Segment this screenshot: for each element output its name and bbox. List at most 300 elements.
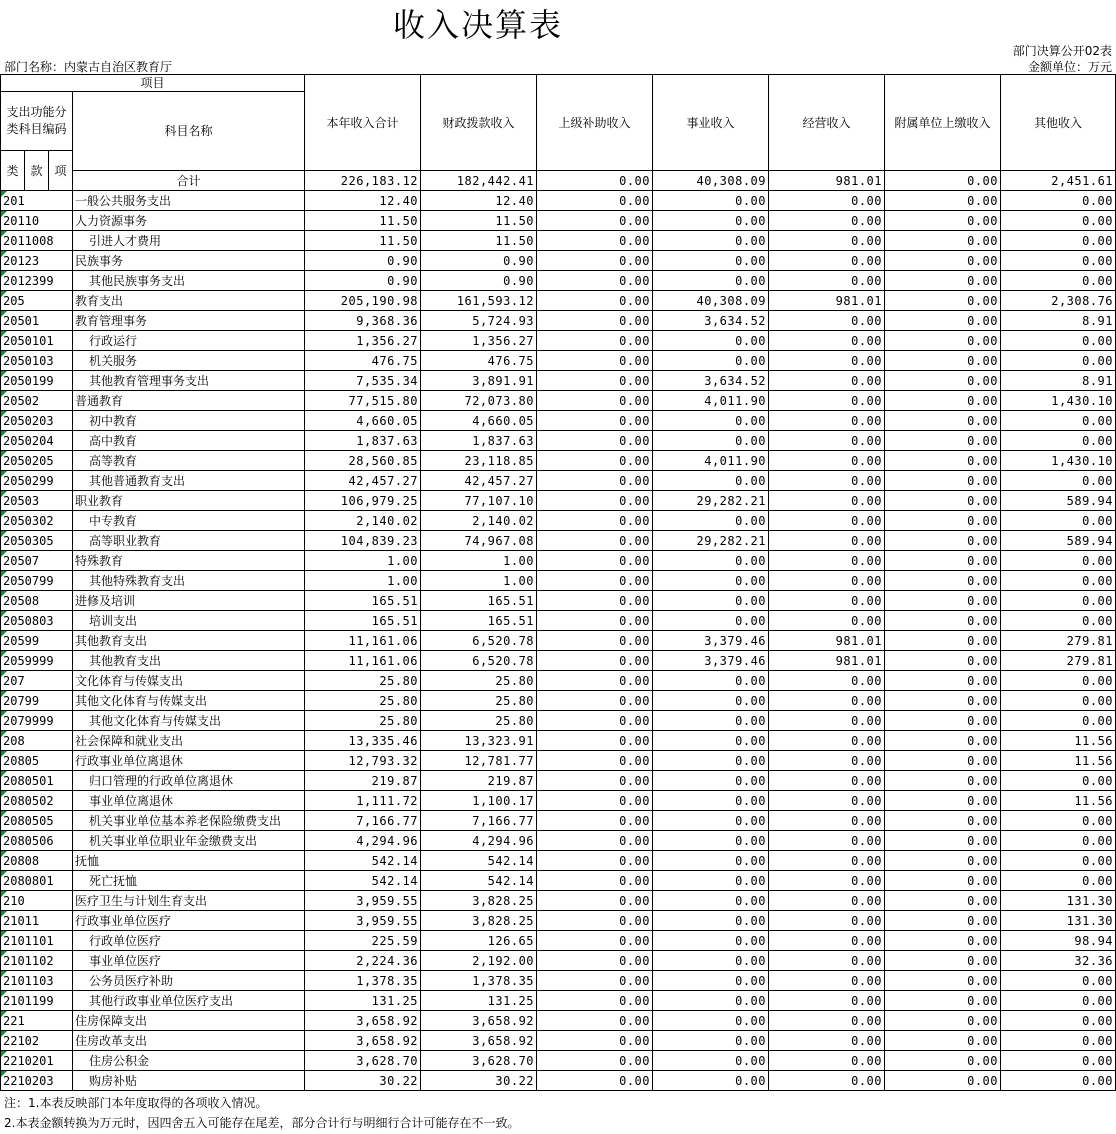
subject-name: 文化体育与传媒支出 [73,671,305,691]
amount-cell-col-4: 0.00 [653,831,769,851]
subject-code: 2080801 [1,871,73,891]
subject-name: 普通教育 [73,391,305,411]
subject-name: 机关事业单位基本养老保险缴费支出 [73,811,305,831]
amount-cell-col-1: 77,515.80 [305,391,421,411]
amount-cell-col-1: 225.59 [305,931,421,951]
amount-cell-col-7: 0.00 [1001,1031,1116,1051]
table-row [1,1071,1116,1091]
subject-name: 购房补贴 [73,1071,305,1091]
subject-code: 20799 [1,691,73,711]
table-row [1,351,1116,371]
amount-cell-col-5: 0.00 [769,451,885,471]
amount-cell-col-7: 0.00 [1001,191,1116,211]
subject-code: 20808 [1,851,73,871]
amount-cell-col-3: 0.00 [537,351,653,371]
header-row-1 [1,75,1116,92]
amount-cell-col-1: 11.50 [305,231,421,251]
amount-cell-col-5: 0.00 [769,511,885,531]
amount-cell-col-7: 0.00 [1001,1051,1116,1071]
total-value-1: 226,183.12 [305,171,421,191]
amount-cell-col-7: 0.00 [1001,991,1116,1011]
amount-cell-col-2: 0.90 [421,251,537,271]
table-row [1,931,1116,951]
amount-cell-col-4: 0.00 [653,571,769,591]
subject-name: 其他教育支出 [73,651,305,671]
subject-code: 2050299 [1,471,73,491]
amount-cell-col-3: 0.00 [537,391,653,411]
amount-cell-col-5: 0.00 [769,871,885,891]
amount-cell-col-3: 0.00 [537,871,653,891]
code-group-header: 支出功能分类科目编码 [1,92,73,151]
amount-cell-col-4: 0.00 [653,271,769,291]
subject-code: 20123 [1,251,73,271]
amount-cell-col-7: 589.94 [1001,491,1116,511]
amount-cell-col-5: 0.00 [769,231,885,251]
amount-cell-col-6: 0.00 [885,391,1001,411]
amount-cell-col-6: 0.00 [885,631,1001,651]
amount-cell-col-1: 42,457.27 [305,471,421,491]
subject-code: 2080502 [1,791,73,811]
amount-cell-col-6: 0.00 [885,931,1001,951]
amount-cell-col-5: 981.01 [769,651,885,671]
subject-name: 一般公共服务支出 [73,191,305,211]
amount-cell-col-5: 0.00 [769,1071,885,1091]
amount-cell-col-3: 0.00 [537,331,653,351]
amount-cell-col-5: 0.00 [769,1031,885,1051]
amount-cell-col-3: 0.00 [537,631,653,651]
amount-cell-col-6: 0.00 [885,831,1001,851]
amount-cell-col-6: 0.00 [885,371,1001,391]
subject-name: 民族事务 [73,251,305,271]
amount-cell-col-4: 0.00 [653,431,769,451]
table-row [1,771,1116,791]
amount-cell-col-4: 0.00 [653,791,769,811]
amount-cell-col-4: 3,634.52 [653,311,769,331]
subject-code: 2059999 [1,651,73,671]
subject-name: 高等教育 [73,451,305,471]
table-row [1,851,1116,871]
amount-cell-col-3: 0.00 [537,1031,653,1051]
table-row [1,1031,1116,1051]
amount-cell-col-3: 0.00 [537,731,653,751]
amount-cell-col-5: 0.00 [769,811,885,831]
amount-cell-col-6: 0.00 [885,851,1001,871]
amount-cell-col-2: 2,192.00 [421,951,537,971]
amount-cell-col-5: 0.00 [769,891,885,911]
amount-cell-col-5: 0.00 [769,591,885,611]
amount-cell-col-7: 0.00 [1001,411,1116,431]
amount-cell-col-7: 0.00 [1001,471,1116,491]
amount-cell-col-3: 0.00 [537,491,653,511]
table-row [1,991,1116,1011]
amount-cell-col-1: 106,979.25 [305,491,421,511]
amount-cell-col-1: 11,161.06 [305,631,421,651]
subject-code: 2080505 [1,811,73,831]
amount-cell-col-2: 3,658.92 [421,1011,537,1031]
subject-name: 其他文化体育与传媒支出 [73,711,305,731]
amount-cell-col-5: 0.00 [769,911,885,931]
amount-cell-col-4: 0.00 [653,251,769,271]
amount-cell-col-1: 0.90 [305,251,421,271]
amount-cell-col-1: 1,837.63 [305,431,421,451]
amount-cell-col-3: 0.00 [537,291,653,311]
subject-name: 特殊教育 [73,551,305,571]
subject-code: 2012399 [1,271,73,291]
amount-cell-col-3: 0.00 [537,191,653,211]
amount-cell-col-4: 0.00 [653,471,769,491]
amount-cell-col-6: 0.00 [885,571,1001,591]
table-row [1,391,1116,411]
amount-cell-col-6: 0.00 [885,291,1001,311]
table-row [1,971,1116,991]
amount-cell-col-6: 0.00 [885,671,1001,691]
amount-cell-col-6: 0.00 [885,991,1001,1011]
table-row [1,1011,1116,1031]
amount-cell-col-1: 3,658.92 [305,1011,421,1031]
subject-code: 2101101 [1,931,73,951]
subject-name: 其他普通教育支出 [73,471,305,491]
amount-cell-col-6: 0.00 [885,311,1001,331]
amount-cell-col-2: 1,378.35 [421,971,537,991]
amount-cell-col-4: 40,308.09 [653,291,769,311]
amount-cell-col-4: 0.00 [653,951,769,971]
amount-cell-col-7: 32.36 [1001,951,1116,971]
amount-cell-col-7: 0.00 [1001,691,1116,711]
subject-code: 205 [1,291,73,311]
table-code: 部门决算公开02表 [1012,44,1112,58]
amount-cell-col-7: 0.00 [1001,331,1116,351]
amount-cell-col-5: 0.00 [769,971,885,991]
amount-cell-col-4: 3,379.46 [653,631,769,651]
amount-cell-col-3: 0.00 [537,431,653,451]
amount-cell-col-7: 8.91 [1001,311,1116,331]
col-header-5: 经营收入 [769,75,885,171]
amount-cell-col-5: 0.00 [769,711,885,731]
amount-cell-col-2: 42,457.27 [421,471,537,491]
table-row [1,231,1116,251]
subject-name: 初中教育 [73,411,305,431]
amount-cell-col-3: 0.00 [537,271,653,291]
table-row [1,871,1116,891]
subject-name: 死亡抚恤 [73,871,305,891]
amount-cell-col-4: 29,282.21 [653,491,769,511]
amount-cell-col-6: 0.00 [885,231,1001,251]
amount-cell-col-4: 0.00 [653,591,769,611]
amount-cell-col-1: 7,166.77 [305,811,421,831]
note-2: 2.本表金额转换为万元时，因四舍五入可能存在尾差，部分合计行与明细行合计可能存在不一致。 [4,1116,520,1130]
amount-cell-col-7: 0.00 [1001,831,1116,851]
subject-name: 其他民族事务支出 [73,271,305,291]
amount-cell-col-7: 0.00 [1001,351,1116,371]
amount-cell-col-4: 0.00 [653,871,769,891]
amount-cell-col-6: 0.00 [885,531,1001,551]
xiang-header: 项 [49,151,73,191]
table-row [1,471,1116,491]
amount-cell-col-1: 2,140.02 [305,511,421,531]
subject-code: 208 [1,731,73,751]
amount-cell-col-3: 0.00 [537,691,653,711]
amount-cell-col-7: 11.56 [1001,791,1116,811]
amount-cell-col-3: 0.00 [537,771,653,791]
amount-cell-col-1: 7,535.34 [305,371,421,391]
amount-cell-col-7: 0.00 [1001,971,1116,991]
subject-name: 住房改革支出 [73,1031,305,1051]
amount-cell-col-4: 0.00 [653,771,769,791]
amount-cell-col-1: 1.00 [305,571,421,591]
subject-name: 事业单位医疗 [73,951,305,971]
amount-cell-col-5: 0.00 [769,391,885,411]
amount-cell-col-6: 0.00 [885,1031,1001,1051]
amount-cell-col-7: 0.00 [1001,431,1116,451]
amount-cell-col-2: 4,660.05 [421,411,537,431]
subject-name: 其他特殊教育支出 [73,571,305,591]
amount-cell-col-5: 0.00 [769,331,885,351]
amount-cell-col-5: 0.00 [769,791,885,811]
subject-name: 事业单位离退休 [73,791,305,811]
amount-cell-col-2: 72,073.80 [421,391,537,411]
amount-cell-col-1: 205,190.98 [305,291,421,311]
subject-code: 221 [1,1011,73,1031]
amount-cell-col-3: 0.00 [537,251,653,271]
amount-cell-col-2: 6,520.78 [421,631,537,651]
amount-cell-col-6: 0.00 [885,551,1001,571]
amount-cell-col-1: 30.22 [305,1071,421,1091]
col-header-4: 事业收入 [653,75,769,171]
amount-cell-col-6: 0.00 [885,731,1001,751]
subject-name: 行政运行 [73,331,305,351]
subject-name: 归口管理的行政单位离退休 [73,771,305,791]
amount-cell-col-2: 12.40 [421,191,537,211]
table-row [1,1051,1116,1071]
amount-cell-col-5: 0.00 [769,271,885,291]
subject-name: 机关服务 [73,351,305,371]
subject-name: 其他文化体育与传媒支出 [73,691,305,711]
amount-cell-col-5: 0.00 [769,411,885,431]
subject-code: 2210203 [1,1071,73,1091]
total-value-6: 0.00 [885,171,1001,191]
amount-cell-col-4: 3,379.46 [653,651,769,671]
amount-cell-col-5: 0.00 [769,931,885,951]
amount-cell-col-2: 165.51 [421,611,537,631]
amount-cell-col-4: 0.00 [653,1051,769,1071]
amount-cell-col-6: 0.00 [885,271,1001,291]
col-header-7: 其他收入 [1001,75,1116,171]
amount-cell-col-3: 0.00 [537,311,653,331]
amount-cell-col-1: 165.51 [305,611,421,631]
table-row [1,611,1116,631]
amount-cell-col-5: 0.00 [769,951,885,971]
amount-cell-col-7: 589.94 [1001,531,1116,551]
subject-code: 2050302 [1,511,73,531]
amount-cell-col-3: 0.00 [537,1071,653,1091]
amount-cell-col-2: 25.80 [421,711,537,731]
amount-cell-col-7: 0.00 [1001,271,1116,291]
amount-cell-col-2: 161,593.12 [421,291,537,311]
amount-cell-col-7: 0.00 [1001,811,1116,831]
amount-cell-col-5: 0.00 [769,551,885,571]
amount-cell-col-1: 3,658.92 [305,1031,421,1051]
amount-cell-col-3: 0.00 [537,651,653,671]
subject-code: 2101103 [1,971,73,991]
table-row [1,671,1116,691]
amount-cell-col-3: 0.00 [537,471,653,491]
amount-cell-col-3: 0.00 [537,851,653,871]
amount-cell-col-5: 0.00 [769,731,885,751]
subject-code: 2210201 [1,1051,73,1071]
table-row [1,891,1116,911]
amount-cell-col-7: 0.00 [1001,851,1116,871]
amount-cell-col-3: 0.00 [537,611,653,631]
amount-cell-col-6: 0.00 [885,431,1001,451]
subject-name: 社会保障和就业支出 [73,731,305,751]
amount-cell-col-7: 279.81 [1001,631,1116,651]
note-1: 注：1.本表反映部门本年度取得的各项收入情况。 [4,1096,268,1110]
subject-code: 210 [1,891,73,911]
amount-cell-col-4: 0.00 [653,991,769,1011]
amount-cell-col-4: 4,011.90 [653,391,769,411]
table-row [1,951,1116,971]
amount-cell-col-3: 0.00 [537,1011,653,1031]
subject-code: 2050799 [1,571,73,591]
amount-cell-col-2: 3,828.25 [421,911,537,931]
col-header-1: 本年收入合计 [305,75,421,171]
subject-code: 20508 [1,591,73,611]
table-row [1,251,1116,271]
amount-cell-col-2: 165.51 [421,591,537,611]
amount-cell-col-7: 279.81 [1001,651,1116,671]
amount-cell-col-1: 2,224.36 [305,951,421,971]
amount-cell-col-3: 0.00 [537,371,653,391]
table-row [1,431,1116,451]
subject-code: 20805 [1,751,73,771]
amount-cell-col-4: 0.00 [653,611,769,631]
amount-cell-col-2: 219.87 [421,771,537,791]
amount-cell-col-1: 1,356.27 [305,331,421,351]
amount-cell-col-1: 3,959.55 [305,911,421,931]
item-header: 项目 [1,75,305,92]
subject-code: 20110 [1,211,73,231]
amount-cell-col-6: 0.00 [885,611,1001,631]
amount-cell-col-7: 0.00 [1001,611,1116,631]
subject-name: 教育支出 [73,291,305,311]
amount-cell-col-3: 0.00 [537,451,653,471]
amount-cell-col-1: 12,793.32 [305,751,421,771]
amount-cell-col-5: 0.00 [769,611,885,631]
amount-cell-col-1: 3,959.55 [305,891,421,911]
amount-cell-col-4: 0.00 [653,191,769,211]
amount-cell-col-5: 0.00 [769,431,885,451]
table-row [1,451,1116,471]
subject-name: 医疗卫生与计划生育支出 [73,891,305,911]
amount-cell-col-4: 0.00 [653,211,769,231]
total-value-3: 0.00 [537,171,653,191]
subject-name: 行政事业单位医疗 [73,911,305,931]
subject-name: 中专教育 [73,511,305,531]
amount-cell-col-5: 0.00 [769,991,885,1011]
amount-cell-col-4: 29,282.21 [653,531,769,551]
amount-cell-col-2: 0.90 [421,271,537,291]
lei-header: 类 [1,151,25,191]
amount-cell-col-3: 0.00 [537,411,653,431]
amount-cell-col-3: 0.00 [537,231,653,251]
table-row [1,271,1116,291]
amount-cell-col-6: 0.00 [885,691,1001,711]
amount-cell-col-6: 0.00 [885,891,1001,911]
amount-cell-col-4: 0.00 [653,931,769,951]
subject-code: 20502 [1,391,73,411]
amount-cell-col-5: 0.00 [769,771,885,791]
amount-cell-col-2: 542.14 [421,851,537,871]
amount-cell-col-5: 0.00 [769,851,885,871]
amount-cell-col-1: 542.14 [305,871,421,891]
total-value-5: 981.01 [769,171,885,191]
total-value-7: 2,451.61 [1001,171,1116,191]
amount-cell-col-5: 0.00 [769,311,885,331]
amount-cell-col-6: 0.00 [885,351,1001,371]
page-title-text: 收入决算表 [392,6,563,44]
subject-code: 20507 [1,551,73,571]
col-header-6: 附属单位上缴收入 [885,75,1001,171]
amount-cell-col-3: 0.00 [537,991,653,1011]
amount-cell-col-4: 0.00 [653,891,769,911]
amount-cell-col-4: 4,011.90 [653,451,769,471]
amount-cell-col-2: 126.65 [421,931,537,951]
amount-cell-col-1: 11,161.06 [305,651,421,671]
amount-cell-col-1: 476.75 [305,351,421,371]
amount-cell-col-3: 0.00 [537,791,653,811]
amount-cell-col-1: 11.50 [305,211,421,231]
amount-unit: 金额单位：万元 [1027,60,1112,74]
amount-cell-col-1: 9,368.36 [305,311,421,331]
table-row [1,331,1116,351]
total-row [1,171,1116,191]
amount-cell-col-1: 13,335.46 [305,731,421,751]
subject-code: 2050803 [1,611,73,631]
table-row [1,191,1116,211]
amount-cell-col-7: 0.00 [1001,211,1116,231]
amount-cell-col-1: 542.14 [305,851,421,871]
amount-cell-col-6: 0.00 [885,191,1001,211]
amount-cell-col-4: 0.00 [653,411,769,431]
amount-cell-col-1: 12.40 [305,191,421,211]
amount-cell-col-2: 1,837.63 [421,431,537,451]
amount-cell-col-3: 0.00 [537,551,653,571]
amount-cell-col-7: 11.56 [1001,751,1116,771]
col-header-2: 财政拨款收入 [421,75,537,171]
table-row [1,511,1116,531]
subject-code: 2011008 [1,231,73,251]
subject-name: 教育管理事务 [73,311,305,331]
amount-cell-col-5: 0.00 [769,691,885,711]
amount-cell-col-3: 0.00 [537,531,653,551]
amount-cell-col-6: 0.00 [885,791,1001,811]
subject-name: 住房保障支出 [73,1011,305,1031]
amount-cell-col-1: 219.87 [305,771,421,791]
amount-cell-col-7: 0.00 [1001,591,1116,611]
amount-cell-col-7: 2,308.76 [1001,291,1116,311]
amount-cell-col-4: 0.00 [653,711,769,731]
amount-cell-col-5: 981.01 [769,631,885,651]
col-header-3: 上级补助收入 [537,75,653,171]
amount-cell-col-2: 131.25 [421,991,537,1011]
kuan-header: 款 [25,151,49,191]
amount-cell-col-7: 0.00 [1001,771,1116,791]
subject-code: 207 [1,671,73,691]
page-title [0,0,1116,44]
amount-cell-col-7: 0.00 [1001,511,1116,531]
table-row [1,691,1116,711]
subject-code: 2050203 [1,411,73,431]
